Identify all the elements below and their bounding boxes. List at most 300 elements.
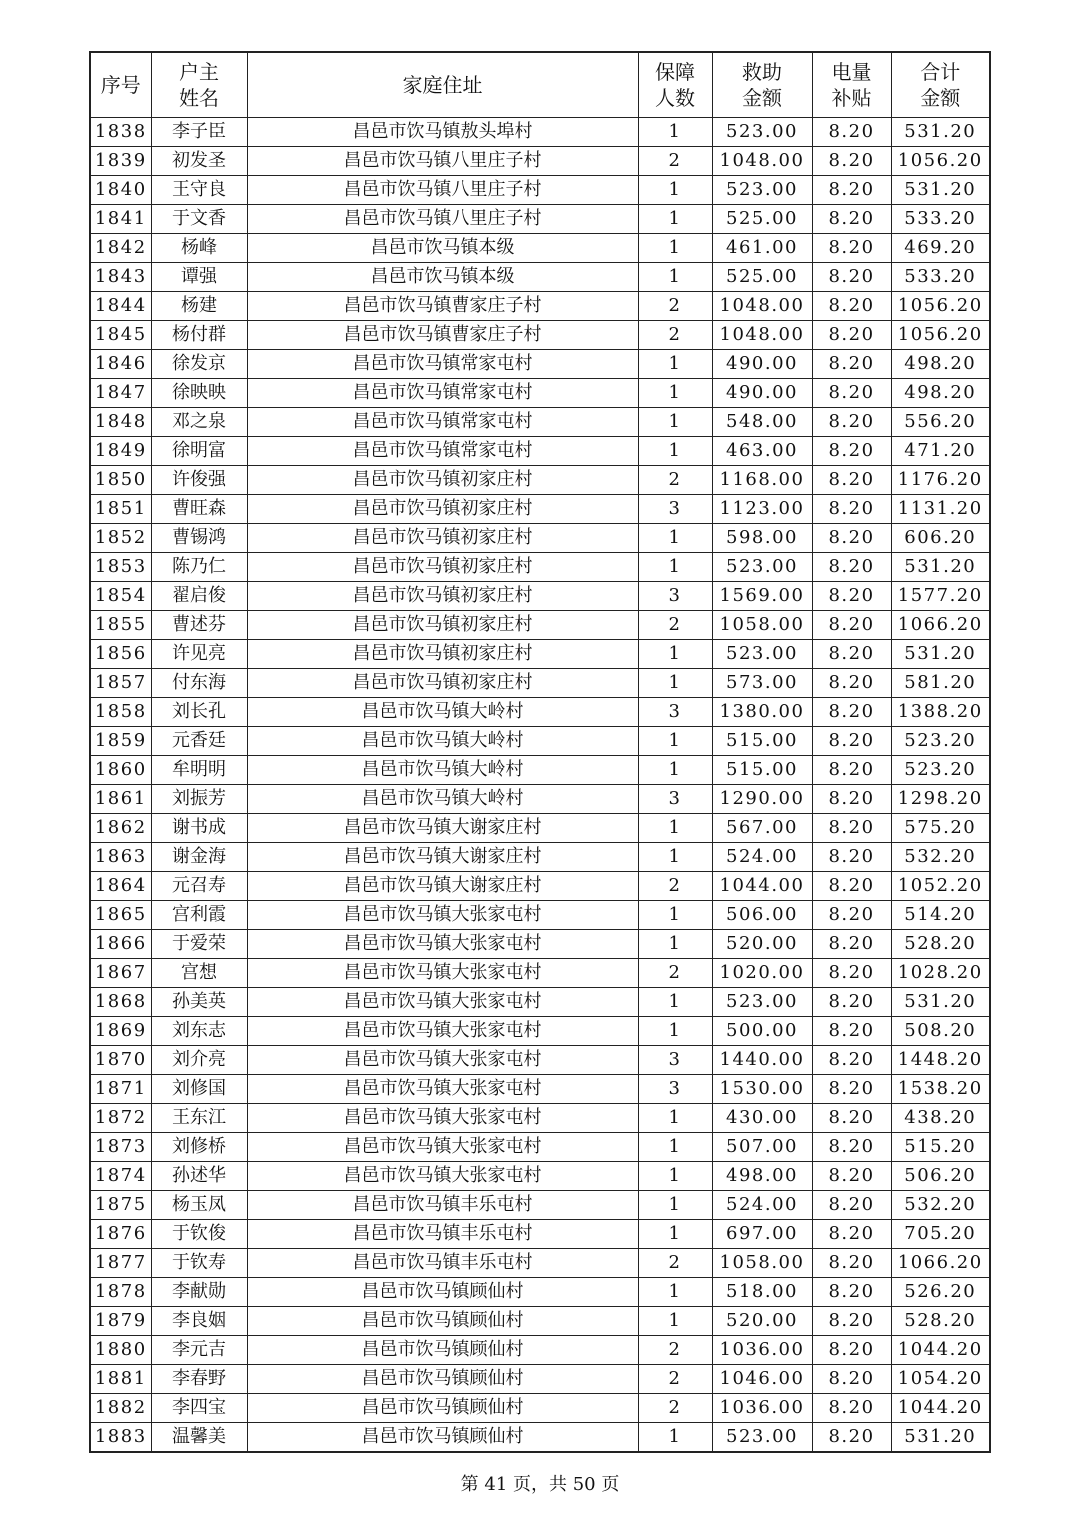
table-row: [90, 698, 990, 727]
cell-people: 1: [638, 814, 712, 843]
cell-address: 昌邑市饮马镇八里庄子村: [247, 147, 638, 176]
cell-address: 昌邑市饮马镇常家屯村: [247, 437, 638, 466]
cell-total: 575.20: [891, 814, 990, 843]
cell-power: 8.20: [812, 234, 891, 263]
header-seq-label: 序号: [100, 73, 141, 97]
cell-seq: 1858: [90, 698, 151, 727]
cell-people: 3: [638, 698, 712, 727]
cell-power: 8.20: [812, 1394, 891, 1423]
table-row: [90, 118, 990, 147]
cell-total: 1538.20: [891, 1075, 990, 1104]
page-number-text: 第 41 页，共 50 页: [460, 1474, 620, 1495]
cell-name: 谢金海: [151, 843, 247, 872]
cell-total: 1066.20: [891, 1249, 990, 1278]
cell-aid: 1044.00: [712, 872, 812, 901]
cell-aid: 1036.00: [712, 1394, 812, 1423]
cell-total: 1448.20: [891, 1046, 990, 1075]
cell-aid: 1048.00: [712, 292, 812, 321]
cell-seq: 1853: [90, 553, 151, 582]
cell-name: 徐映映: [151, 379, 247, 408]
cell-total: 498.20: [891, 379, 990, 408]
header-people: [638, 52, 712, 118]
cell-power: 8.20: [812, 1220, 891, 1249]
cell-people: 1: [638, 408, 712, 437]
cell-seq: 1866: [90, 930, 151, 959]
cell-address: 昌邑市饮马镇大张家屯村: [247, 959, 638, 988]
cell-aid: 523.00: [712, 640, 812, 669]
table-row: [90, 1249, 990, 1278]
cell-power: 8.20: [812, 466, 891, 495]
cell-total: 556.20: [891, 408, 990, 437]
cell-name: 邓之泉: [151, 408, 247, 437]
cell-power: 8.20: [812, 321, 891, 350]
cell-aid: 523.00: [712, 988, 812, 1017]
cell-total: 528.20: [891, 1307, 990, 1336]
cell-seq: 1863: [90, 843, 151, 872]
cell-people: 1: [638, 1104, 712, 1133]
header-name-line1: 户主: [179, 60, 219, 84]
cell-people: 1: [638, 1307, 712, 1336]
cell-address: 昌邑市饮马镇大张家屯村: [247, 1162, 638, 1191]
cell-address: 昌邑市饮马镇本级: [247, 234, 638, 263]
cell-power: 8.20: [812, 553, 891, 582]
header-power-line2: 补贴: [831, 86, 872, 110]
cell-seq: 1880: [90, 1336, 151, 1365]
cell-people: 2: [638, 611, 712, 640]
cell-power: 8.20: [812, 1104, 891, 1133]
cell-address: 昌邑市饮马镇初家庄村: [247, 611, 638, 640]
cell-seq: 1859: [90, 727, 151, 756]
header-power-line1: 电量: [831, 60, 872, 84]
cell-seq: 1852: [90, 524, 151, 553]
header-address: [247, 52, 638, 118]
cell-name: 徐明富: [151, 437, 247, 466]
cell-people: 1: [638, 1133, 712, 1162]
header-row: [90, 52, 990, 118]
table-row: [90, 495, 990, 524]
cell-name: 李元吉: [151, 1336, 247, 1365]
page-footer: [0, 1470, 1080, 1496]
cell-address: 昌邑市饮马镇曹家庄子村: [247, 321, 638, 350]
cell-address: 昌邑市饮马镇顾仙村: [247, 1365, 638, 1394]
cell-name: 刘修桥: [151, 1133, 247, 1162]
cell-address: 昌邑市饮马镇大张家屯村: [247, 901, 638, 930]
cell-address: 昌邑市饮马镇大岭村: [247, 698, 638, 727]
cell-people: 2: [638, 321, 712, 350]
cell-name: 曹锡鸿: [151, 524, 247, 553]
cell-seq: 1849: [90, 437, 151, 466]
cell-seq: 1843: [90, 263, 151, 292]
cell-people: 1: [638, 234, 712, 263]
table-row: [90, 1133, 990, 1162]
header-people-line2: 人数: [655, 86, 695, 110]
cell-aid: 548.00: [712, 408, 812, 437]
cell-aid: 1168.00: [712, 466, 812, 495]
cell-address: 昌邑市饮马镇常家屯村: [247, 408, 638, 437]
cell-people: 1: [638, 843, 712, 872]
table-row: [90, 205, 990, 234]
cell-seq: 1861: [90, 785, 151, 814]
cell-power: 8.20: [812, 669, 891, 698]
cell-address: 昌邑市饮马镇常家屯村: [247, 379, 638, 408]
cell-aid: 461.00: [712, 234, 812, 263]
cell-address: 昌邑市饮马镇八里庄子村: [247, 176, 638, 205]
cell-aid: 430.00: [712, 1104, 812, 1133]
cell-power: 8.20: [812, 698, 891, 727]
cell-name: 杨峰: [151, 234, 247, 263]
cell-power: 8.20: [812, 1307, 891, 1336]
cell-total: 531.20: [891, 176, 990, 205]
cell-address: 昌邑市饮马镇大谢家庄村: [247, 843, 638, 872]
cell-aid: 523.00: [712, 1423, 812, 1453]
cell-power: 8.20: [812, 350, 891, 379]
cell-total: 506.20: [891, 1162, 990, 1191]
table-row: [90, 1307, 990, 1336]
cell-aid: 523.00: [712, 176, 812, 205]
cell-total: 1298.20: [891, 785, 990, 814]
cell-power: 8.20: [812, 408, 891, 437]
cell-total: 1056.20: [891, 147, 990, 176]
cell-name: 付东海: [151, 669, 247, 698]
cell-name: 元香廷: [151, 727, 247, 756]
cell-address: 昌邑市饮马镇大张家屯村: [247, 1046, 638, 1075]
cell-address: 昌邑市饮马镇敖头埠村: [247, 118, 638, 147]
cell-address: 昌邑市饮马镇顾仙村: [247, 1423, 638, 1453]
cell-seq: 1862: [90, 814, 151, 843]
cell-total: 1028.20: [891, 959, 990, 988]
cell-seq: 1875: [90, 1191, 151, 1220]
cell-seq: 1846: [90, 350, 151, 379]
cell-people: 1: [638, 205, 712, 234]
header-seq: [90, 52, 151, 118]
cell-seq: 1871: [90, 1075, 151, 1104]
cell-address: 昌邑市饮马镇八里庄子村: [247, 205, 638, 234]
cell-aid: 506.00: [712, 901, 812, 930]
cell-power: 8.20: [812, 1017, 891, 1046]
cell-aid: 697.00: [712, 1220, 812, 1249]
cell-aid: 507.00: [712, 1133, 812, 1162]
cell-people: 1: [638, 379, 712, 408]
cell-people: 2: [638, 1336, 712, 1365]
cell-name: 刘东志: [151, 1017, 247, 1046]
cell-total: 514.20: [891, 901, 990, 930]
cell-power: 8.20: [812, 959, 891, 988]
cell-address: 昌邑市饮马镇大张家屯村: [247, 1075, 638, 1104]
cell-address: 昌邑市饮马镇大张家屯村: [247, 1133, 638, 1162]
cell-address: 昌邑市饮马镇大岭村: [247, 727, 638, 756]
cell-total: 1044.20: [891, 1336, 990, 1365]
cell-seq: 1847: [90, 379, 151, 408]
cell-power: 8.20: [812, 292, 891, 321]
cell-name: 李良姻: [151, 1307, 247, 1336]
cell-name: 曹述芬: [151, 611, 247, 640]
cell-aid: 1020.00: [712, 959, 812, 988]
cell-people: 1: [638, 1162, 712, 1191]
cell-name: 孙美英: [151, 988, 247, 1017]
cell-seq: 1869: [90, 1017, 151, 1046]
cell-people: 2: [638, 959, 712, 988]
cell-name: 徐发京: [151, 350, 247, 379]
cell-power: 8.20: [812, 147, 891, 176]
cell-total: 533.20: [891, 263, 990, 292]
cell-aid: 1290.00: [712, 785, 812, 814]
cell-total: 1054.20: [891, 1365, 990, 1394]
table-row: [90, 1191, 990, 1220]
cell-aid: 1058.00: [712, 611, 812, 640]
cell-name: 谢书成: [151, 814, 247, 843]
cell-aid: 525.00: [712, 205, 812, 234]
cell-power: 8.20: [812, 1133, 891, 1162]
cell-people: 1: [638, 553, 712, 582]
cell-aid: 1380.00: [712, 698, 812, 727]
cell-address: 昌邑市饮马镇顾仙村: [247, 1394, 638, 1423]
cell-total: 705.20: [891, 1220, 990, 1249]
table-row: [90, 1220, 990, 1249]
cell-seq: 1848: [90, 408, 151, 437]
cell-address: 昌邑市饮马镇丰乐屯村: [247, 1249, 638, 1278]
table-row: [90, 582, 990, 611]
cell-aid: 1036.00: [712, 1336, 812, 1365]
cell-seq: 1865: [90, 901, 151, 930]
cell-people: 1: [638, 176, 712, 205]
cell-seq: 1855: [90, 611, 151, 640]
cell-seq: 1872: [90, 1104, 151, 1133]
cell-seq: 1839: [90, 147, 151, 176]
cell-people: 1: [638, 756, 712, 785]
cell-name: 温馨美: [151, 1423, 247, 1453]
cell-power: 8.20: [812, 1162, 891, 1191]
cell-total: 533.20: [891, 205, 990, 234]
cell-people: 2: [638, 1365, 712, 1394]
cell-power: 8.20: [812, 872, 891, 901]
cell-seq: 1844: [90, 292, 151, 321]
cell-people: 1: [638, 988, 712, 1017]
cell-aid: 490.00: [712, 350, 812, 379]
cell-people: 1: [638, 1220, 712, 1249]
table-header: [90, 52, 990, 118]
table-row: [90, 321, 990, 350]
cell-name: 杨付群: [151, 321, 247, 350]
cell-total: 515.20: [891, 1133, 990, 1162]
table-row: [90, 408, 990, 437]
header-total-line1: 合计: [920, 60, 961, 84]
cell-total: 1052.20: [891, 872, 990, 901]
cell-total: 523.20: [891, 756, 990, 785]
cell-aid: 463.00: [712, 437, 812, 466]
cell-address: 昌邑市饮马镇初家庄村: [247, 669, 638, 698]
table-row: [90, 901, 990, 930]
cell-aid: 515.00: [712, 727, 812, 756]
table-row: [90, 379, 990, 408]
cell-people: 3: [638, 1075, 712, 1104]
cell-total: 471.20: [891, 437, 990, 466]
cell-total: 469.20: [891, 234, 990, 263]
cell-address: 昌邑市饮马镇顾仙村: [247, 1278, 638, 1307]
table-row: [90, 1423, 990, 1453]
cell-address: 昌邑市饮马镇大张家屯村: [247, 930, 638, 959]
table-row: [90, 814, 990, 843]
cell-address: 昌邑市饮马镇常家屯村: [247, 350, 638, 379]
cell-power: 8.20: [812, 756, 891, 785]
cell-aid: 1048.00: [712, 147, 812, 176]
table-row: [90, 959, 990, 988]
cell-aid: 523.00: [712, 553, 812, 582]
cell-power: 8.20: [812, 118, 891, 147]
cell-total: 531.20: [891, 118, 990, 147]
table-row: [90, 1046, 990, 1075]
cell-seq: 1841: [90, 205, 151, 234]
table-row: [90, 611, 990, 640]
cell-address: 昌邑市饮马镇大岭村: [247, 785, 638, 814]
relief-roster-table: [89, 51, 991, 1453]
table-row: [90, 553, 990, 582]
table-row: [90, 234, 990, 263]
cell-address: 昌邑市饮马镇曹家庄子村: [247, 292, 638, 321]
cell-address: 昌邑市饮马镇初家庄村: [247, 553, 638, 582]
cell-people: 1: [638, 350, 712, 379]
table-row: [90, 1278, 990, 1307]
cell-name: 翟启俊: [151, 582, 247, 611]
cell-address: 昌邑市饮马镇大张家屯村: [247, 1017, 638, 1046]
cell-total: 498.20: [891, 350, 990, 379]
cell-power: 8.20: [812, 1365, 891, 1394]
cell-address: 昌邑市饮马镇丰乐屯村: [247, 1191, 638, 1220]
table-row: [90, 1162, 990, 1191]
header-aid: [712, 52, 812, 118]
cell-people: 1: [638, 524, 712, 553]
cell-total: 606.20: [891, 524, 990, 553]
cell-name: 元召寿: [151, 872, 247, 901]
cell-power: 8.20: [812, 379, 891, 408]
cell-seq: 1857: [90, 669, 151, 698]
cell-aid: 518.00: [712, 1278, 812, 1307]
cell-name: 杨建: [151, 292, 247, 321]
table-row: [90, 1336, 990, 1365]
cell-name: 李四宝: [151, 1394, 247, 1423]
cell-seq: 1873: [90, 1133, 151, 1162]
cell-address: 昌邑市饮马镇大谢家庄村: [247, 814, 638, 843]
cell-people: 1: [638, 1017, 712, 1046]
cell-seq: 1860: [90, 756, 151, 785]
cell-power: 8.20: [812, 1336, 891, 1365]
cell-total: 508.20: [891, 1017, 990, 1046]
cell-seq: 1876: [90, 1220, 151, 1249]
cell-name: 李春野: [151, 1365, 247, 1394]
cell-aid: 520.00: [712, 1307, 812, 1336]
cell-aid: 1569.00: [712, 582, 812, 611]
cell-power: 8.20: [812, 611, 891, 640]
cell-total: 532.20: [891, 1191, 990, 1220]
cell-seq: 1854: [90, 582, 151, 611]
cell-name: 牟明明: [151, 756, 247, 785]
cell-name: 杨玉凤: [151, 1191, 247, 1220]
cell-name: 初发圣: [151, 147, 247, 176]
header-aid-line1: 救助: [742, 60, 782, 84]
header-people-line1: 保障: [655, 60, 695, 84]
cell-aid: 573.00: [712, 669, 812, 698]
header-address-label: 家庭住址: [402, 73, 483, 97]
cell-seq: 1840: [90, 176, 151, 205]
cell-name: 许见亮: [151, 640, 247, 669]
cell-people: 1: [638, 930, 712, 959]
cell-aid: 1530.00: [712, 1075, 812, 1104]
cell-name: 许俊强: [151, 466, 247, 495]
cell-address: 昌邑市饮马镇大张家屯村: [247, 988, 638, 1017]
cell-seq: 1879: [90, 1307, 151, 1336]
cell-aid: 498.00: [712, 1162, 812, 1191]
cell-power: 8.20: [812, 930, 891, 959]
table-row: [90, 437, 990, 466]
table-row: [90, 756, 990, 785]
table-row: [90, 669, 990, 698]
cell-total: 1577.20: [891, 582, 990, 611]
cell-power: 8.20: [812, 901, 891, 930]
cell-power: 8.20: [812, 1075, 891, 1104]
cell-people: 3: [638, 785, 712, 814]
cell-power: 8.20: [812, 727, 891, 756]
cell-people: 3: [638, 1046, 712, 1075]
cell-people: 1: [638, 118, 712, 147]
table-row: [90, 988, 990, 1017]
cell-address: 昌邑市饮马镇丰乐屯村: [247, 1220, 638, 1249]
cell-seq: 1867: [90, 959, 151, 988]
cell-people: 1: [638, 727, 712, 756]
cell-total: 1388.20: [891, 698, 990, 727]
cell-name: 刘介亮: [151, 1046, 247, 1075]
cell-people: 2: [638, 292, 712, 321]
cell-seq: 1881: [90, 1365, 151, 1394]
cell-seq: 1877: [90, 1249, 151, 1278]
cell-name: 李子臣: [151, 118, 247, 147]
cell-power: 8.20: [812, 1046, 891, 1075]
cell-total: 531.20: [891, 553, 990, 582]
cell-aid: 525.00: [712, 263, 812, 292]
cell-address: 昌邑市饮马镇初家庄村: [247, 466, 638, 495]
header-total: [891, 52, 990, 118]
table-row: [90, 1075, 990, 1104]
cell-power: 8.20: [812, 814, 891, 843]
cell-total: 531.20: [891, 640, 990, 669]
header-total-line2: 金额: [920, 86, 961, 110]
table-row: [90, 727, 990, 756]
cell-address: 昌邑市饮马镇大张家屯村: [247, 1104, 638, 1133]
cell-address: 昌邑市饮马镇初家庄村: [247, 582, 638, 611]
cell-address: 昌邑市饮马镇顾仙村: [247, 1307, 638, 1336]
table-row: [90, 292, 990, 321]
cell-aid: 567.00: [712, 814, 812, 843]
cell-name: 于爱荣: [151, 930, 247, 959]
cell-seq: 1883: [90, 1423, 151, 1453]
cell-name: 于钦寿: [151, 1249, 247, 1278]
cell-seq: 1851: [90, 495, 151, 524]
cell-name: 宫利霞: [151, 901, 247, 930]
cell-aid: 500.00: [712, 1017, 812, 1046]
table-row: [90, 466, 990, 495]
cell-address: 昌邑市饮马镇初家庄村: [247, 524, 638, 553]
cell-power: 8.20: [812, 263, 891, 292]
cell-people: 1: [638, 640, 712, 669]
cell-power: 8.20: [812, 176, 891, 205]
cell-people: 2: [638, 147, 712, 176]
cell-total: 531.20: [891, 988, 990, 1017]
cell-total: 1056.20: [891, 321, 990, 350]
header-name: [151, 52, 247, 118]
table-row: [90, 1365, 990, 1394]
cell-power: 8.20: [812, 205, 891, 234]
table-row: [90, 1104, 990, 1133]
cell-name: 王东江: [151, 1104, 247, 1133]
cell-seq: 1850: [90, 466, 151, 495]
